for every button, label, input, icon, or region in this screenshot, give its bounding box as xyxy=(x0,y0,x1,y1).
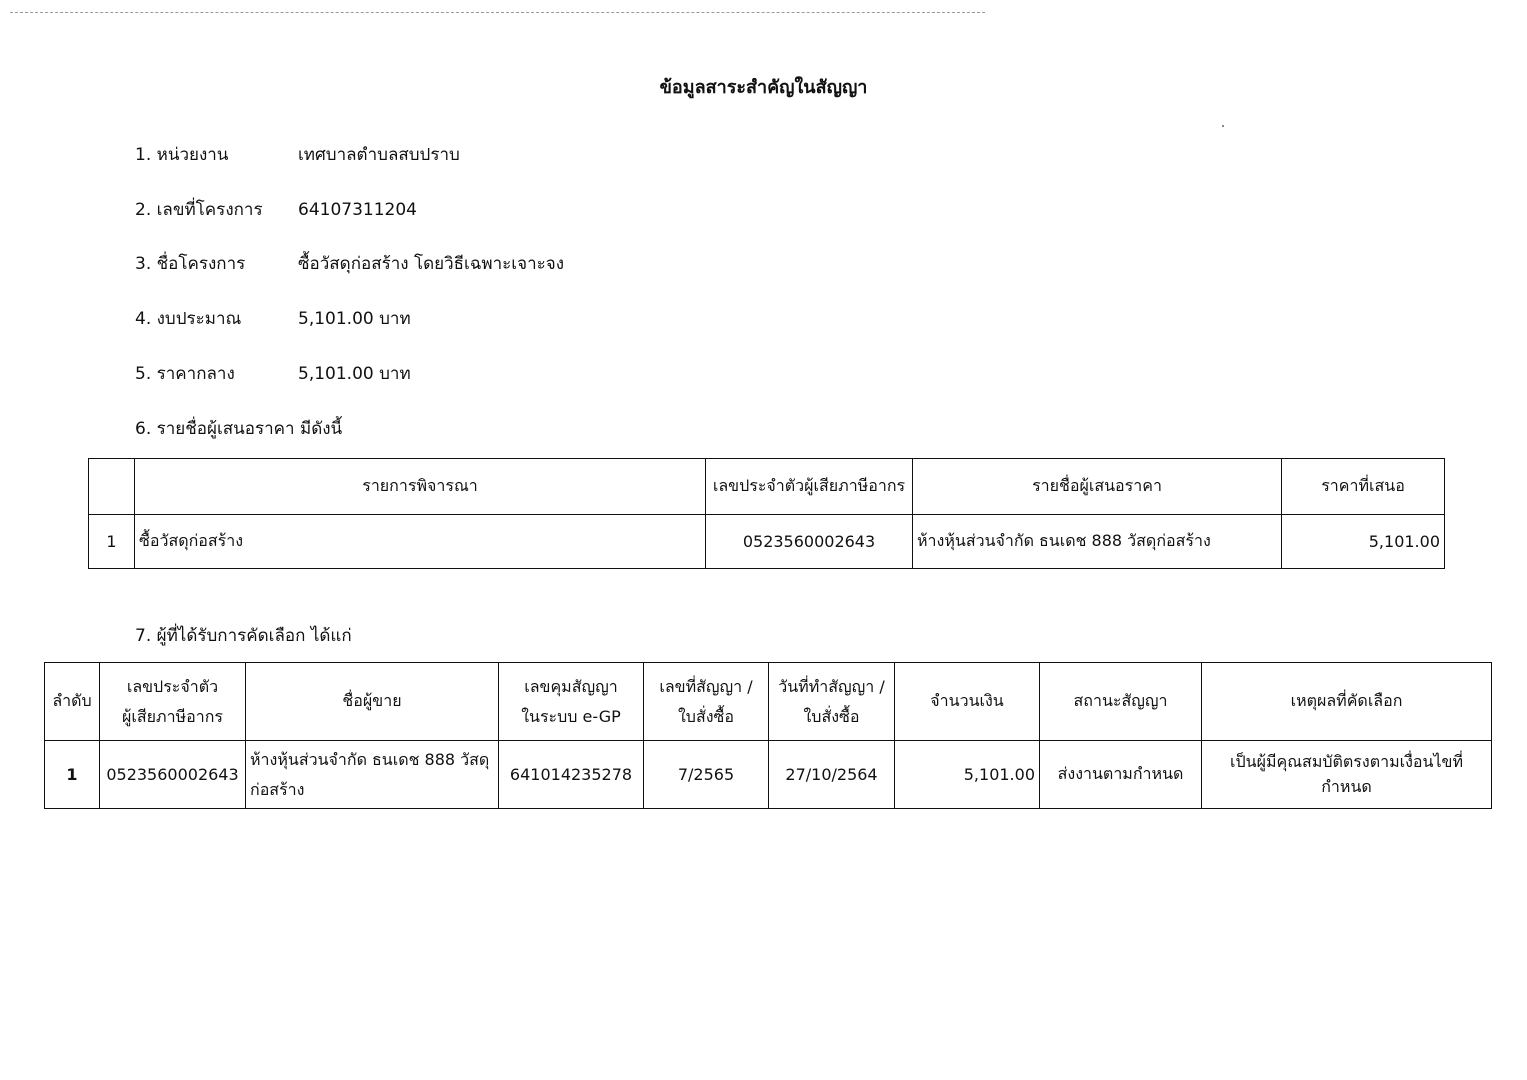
cell-status: ส่งงานตามกำหนด xyxy=(1040,741,1202,809)
field-project-number xyxy=(135,196,417,223)
document-title: ข้อมูลสาระสำคัญในสัญญา xyxy=(659,77,868,98)
field-label: 5. ราคากลาง xyxy=(135,364,235,384)
col-header-control-line1: เลขคุมสัญญา xyxy=(524,676,618,696)
col-header-no xyxy=(89,459,135,515)
col-header-tax-id xyxy=(100,663,246,741)
col-header-date-line2: ใบสั่งซื้อ xyxy=(803,706,860,726)
cell-no: 1 xyxy=(89,515,135,569)
col-header-control-line2: ในระบบ e-GP xyxy=(521,706,621,726)
cell-date: 27/10/2564 xyxy=(769,741,895,809)
col-header-contract-line1: เลขที่สัญญา / xyxy=(659,676,753,696)
bidder-table xyxy=(88,458,1445,569)
cell-seller-line1: ห้างหุ้นส่วนจำกัด ธนเดช 888 วัสดุ xyxy=(250,749,490,769)
field-value: ซื้อวัสดุก่อสร้าง โดยวิธีเฉพาะเจาะจง xyxy=(298,254,565,274)
cell-no: 1 xyxy=(45,741,100,809)
col-header-control-no xyxy=(499,663,644,741)
field-label: 1. หน่วยงาน xyxy=(135,145,229,165)
col-header-reason: เหตุผลที่คัดเลือก xyxy=(1202,663,1492,741)
cell-item: ซื้อวัสดุก่อสร้าง xyxy=(135,515,706,569)
cell-control-no: 641014235278 xyxy=(499,741,644,809)
cell-tax-id: 0523560002643 xyxy=(100,741,246,809)
section6-heading: 6. รายชื่อผู้เสนอราคา มีดังนี้ xyxy=(135,419,343,439)
field-agency xyxy=(135,141,460,168)
field-project-name xyxy=(135,250,564,277)
table-header-row xyxy=(45,663,1492,741)
col-header-tax-id: เลขประจำตัวผู้เสียภาษีอากร xyxy=(706,459,913,515)
cell-reason: เป็นผู้มีคุณสมบัติตรงตามเงื่อนไขที่กำหนด xyxy=(1202,741,1492,809)
selected-vendor-table xyxy=(44,662,1492,809)
field-value: 5,101.00 บาท xyxy=(298,364,411,384)
cell-contract-no: 7/2565 xyxy=(644,741,769,809)
field-value: 64107311204 xyxy=(298,200,417,220)
field-label: 4. งบประมาณ xyxy=(135,309,242,329)
table-row xyxy=(45,741,1492,809)
field-value: 5,101.00 บาท xyxy=(298,309,411,329)
field-label: 2. เลขที่โครงการ xyxy=(135,200,263,220)
section7-heading: 7. ผู้ที่ได้รับการคัดเลือก ได้แก่ xyxy=(135,626,352,646)
col-header-date-line1: วันที่ทำสัญญา / xyxy=(778,676,885,696)
field-label: 3. ชื่อโครงการ xyxy=(135,254,246,274)
field-budget xyxy=(135,305,411,332)
table-row xyxy=(89,515,1445,569)
table-header-row xyxy=(89,459,1445,515)
col-header-price: ราคาที่เสนอ xyxy=(1282,459,1445,515)
col-header-amount: จำนวนเงิน xyxy=(895,663,1040,741)
col-header-tax-id-line2: ผู้เสียภาษีอากร xyxy=(122,706,223,726)
cell-bidder: ห้างหุ้นส่วนจำกัด ธนเดช 888 วัสดุก่อสร้าง xyxy=(913,515,1282,569)
field-median-price xyxy=(135,360,411,387)
cell-price: 5,101.00 xyxy=(1282,515,1445,569)
col-header-status: สถานะสัญญา xyxy=(1040,663,1202,741)
col-header-contract-no xyxy=(644,663,769,741)
cell-seller-line2: ก่อสร้าง xyxy=(250,779,305,799)
col-header-tax-id-line1: เลขประจำตัว xyxy=(126,676,219,696)
col-header-contract-line2: ใบสั่งซื้อ xyxy=(677,706,734,726)
field-value: เทศบาลตำบลสบปราบ xyxy=(298,145,460,165)
col-header-seller: ชื่อผู้ขาย xyxy=(246,663,499,741)
col-header-item: รายการพิจารณา xyxy=(135,459,706,515)
scan-artifact-line xyxy=(10,12,985,13)
cell-amount: 5,101.00 xyxy=(895,741,1040,809)
scan-artifact-dot xyxy=(1222,125,1224,127)
col-header-bidder: รายชื่อผู้เสนอราคา xyxy=(913,459,1282,515)
col-header-no: ลำดับ xyxy=(45,663,100,741)
cell-seller xyxy=(246,741,499,809)
col-header-date xyxy=(769,663,895,741)
cell-tax-id: 0523560002643 xyxy=(706,515,913,569)
